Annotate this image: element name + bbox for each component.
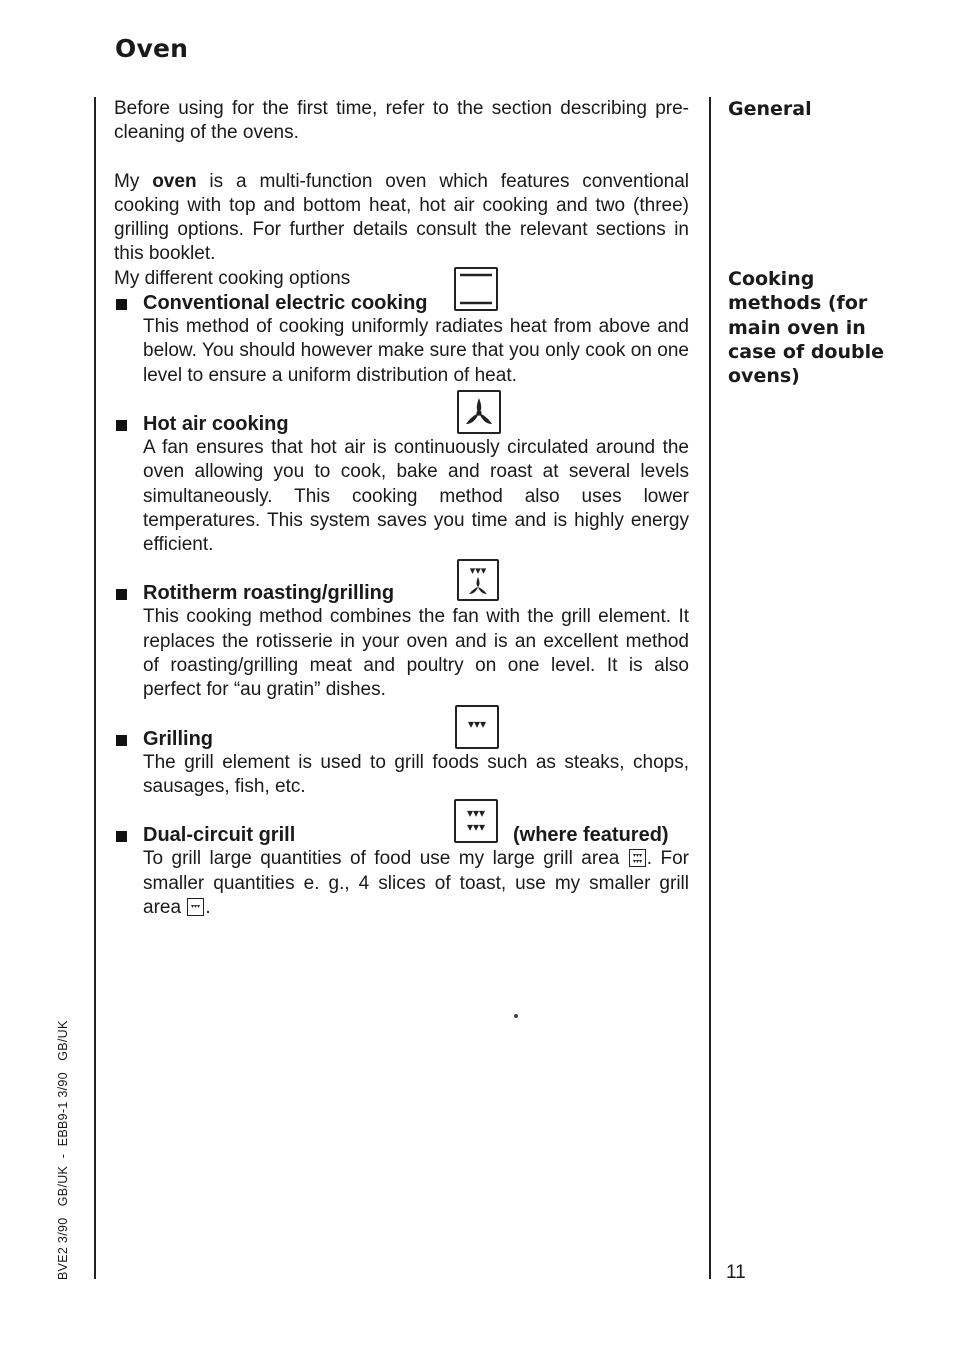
right-rule	[709, 97, 711, 1279]
fan-grill-icon	[457, 559, 499, 601]
grill-icon	[455, 705, 499, 749]
method-text: This cooking method combines the fan with the grill element. It replaces the rotisserie in your oven and is an excellent method of roasting/grilling meat and poultry on one level. It is also perfect for “au gratin” dishes.	[143, 606, 689, 701]
method-title: Dual-circuit grill	[143, 824, 296, 847]
side-heading-cooking-methods: Cooking methods (for main oven in case of double ovens)	[728, 268, 885, 388]
main-column	[114, 97, 689, 920]
svg-text:▾▾▾: ▾▾▾	[632, 852, 642, 860]
dual-text-c: .	[205, 896, 211, 918]
method-title: Grilling	[143, 727, 213, 750]
dual-text-b: . For smaller quantities e. g., 4 slices of toast, use my smaller grill area	[143, 848, 689, 918]
bullet	[116, 735, 127, 746]
intro-oven-bold: oven	[152, 170, 197, 192]
page-title: Oven	[115, 34, 189, 63]
svg-text:▾▾▾: ▾▾▾	[191, 902, 201, 910]
where-featured-note: (where featured)	[513, 824, 669, 847]
page-number: 11	[726, 1262, 746, 1283]
small-grill-area-icon	[187, 898, 204, 916]
speck	[514, 1014, 518, 1018]
fan-icon	[457, 390, 501, 434]
method-text: A fan ensures that hot air is continuously circulated around the oven allowing you to cook, bake and roast at several levels simultaneously. This cooking method also uses lower temperatures. This system saves you time and is highly energy efficient.	[143, 436, 689, 556]
method-title: Rotitherm roasting/grilling	[143, 582, 395, 605]
method-rotitherm	[114, 564, 689, 702]
method-dual-circuit	[114, 806, 689, 920]
svg-text:▾▾▾: ▾▾▾	[466, 806, 486, 821]
dual-text-a: To grill large quantities of food use my large grill area	[143, 848, 628, 870]
svg-text:▾▾▾: ▾▾▾	[466, 820, 486, 835]
method-text: The grill element is used to grill foods such as steaks, chops, sausages, fish, etc.	[143, 751, 689, 797]
bullet	[116, 299, 127, 310]
method-text: This method of cooking uniformly radiates heat from above and below. You should however make sure that you only cook on one level to ensure a uniform distribution of heat.	[143, 316, 689, 386]
side-heading-general: General	[728, 98, 812, 120]
svg-text:▾▾▾: ▾▾▾	[632, 858, 642, 866]
bullet	[116, 420, 127, 431]
intro-paragraph-3: My different cooking options	[114, 267, 351, 289]
intro-prefix: My	[114, 170, 153, 192]
svg-text:▾▾▾: ▾▾▾	[469, 564, 487, 578]
top-bottom-heat-icon	[454, 267, 498, 311]
left-rule	[94, 97, 96, 1279]
bullet	[116, 831, 127, 842]
svg-text:▾▾▾: ▾▾▾	[467, 716, 487, 731]
large-grill-area-icon	[629, 849, 646, 867]
intro-rest: is a multi-function oven which features conventional cooking with top and bottom heat, hot air cooking and two (three) grilling options. For further details consult the relevant sections in this booklet.	[114, 170, 689, 265]
method-grilling	[114, 716, 689, 800]
intro-paragraph-1: Before using for the first time, refer to the section describing pre-cleaning of the ovens.	[114, 98, 689, 144]
method-title: Hot air cooking	[143, 412, 289, 435]
method-title: Conventional electric cooking	[143, 292, 428, 315]
method-conventional	[114, 291, 689, 388]
footer-code: BVE2 3/90 GB/UK - EBB9-1 3/90 GB/UK	[56, 1020, 70, 1280]
intro-paragraph-2	[114, 170, 689, 267]
method-hot-air	[114, 412, 689, 557]
dual-grill-icon	[454, 799, 498, 843]
bullet	[116, 589, 127, 600]
method-text	[143, 847, 689, 920]
